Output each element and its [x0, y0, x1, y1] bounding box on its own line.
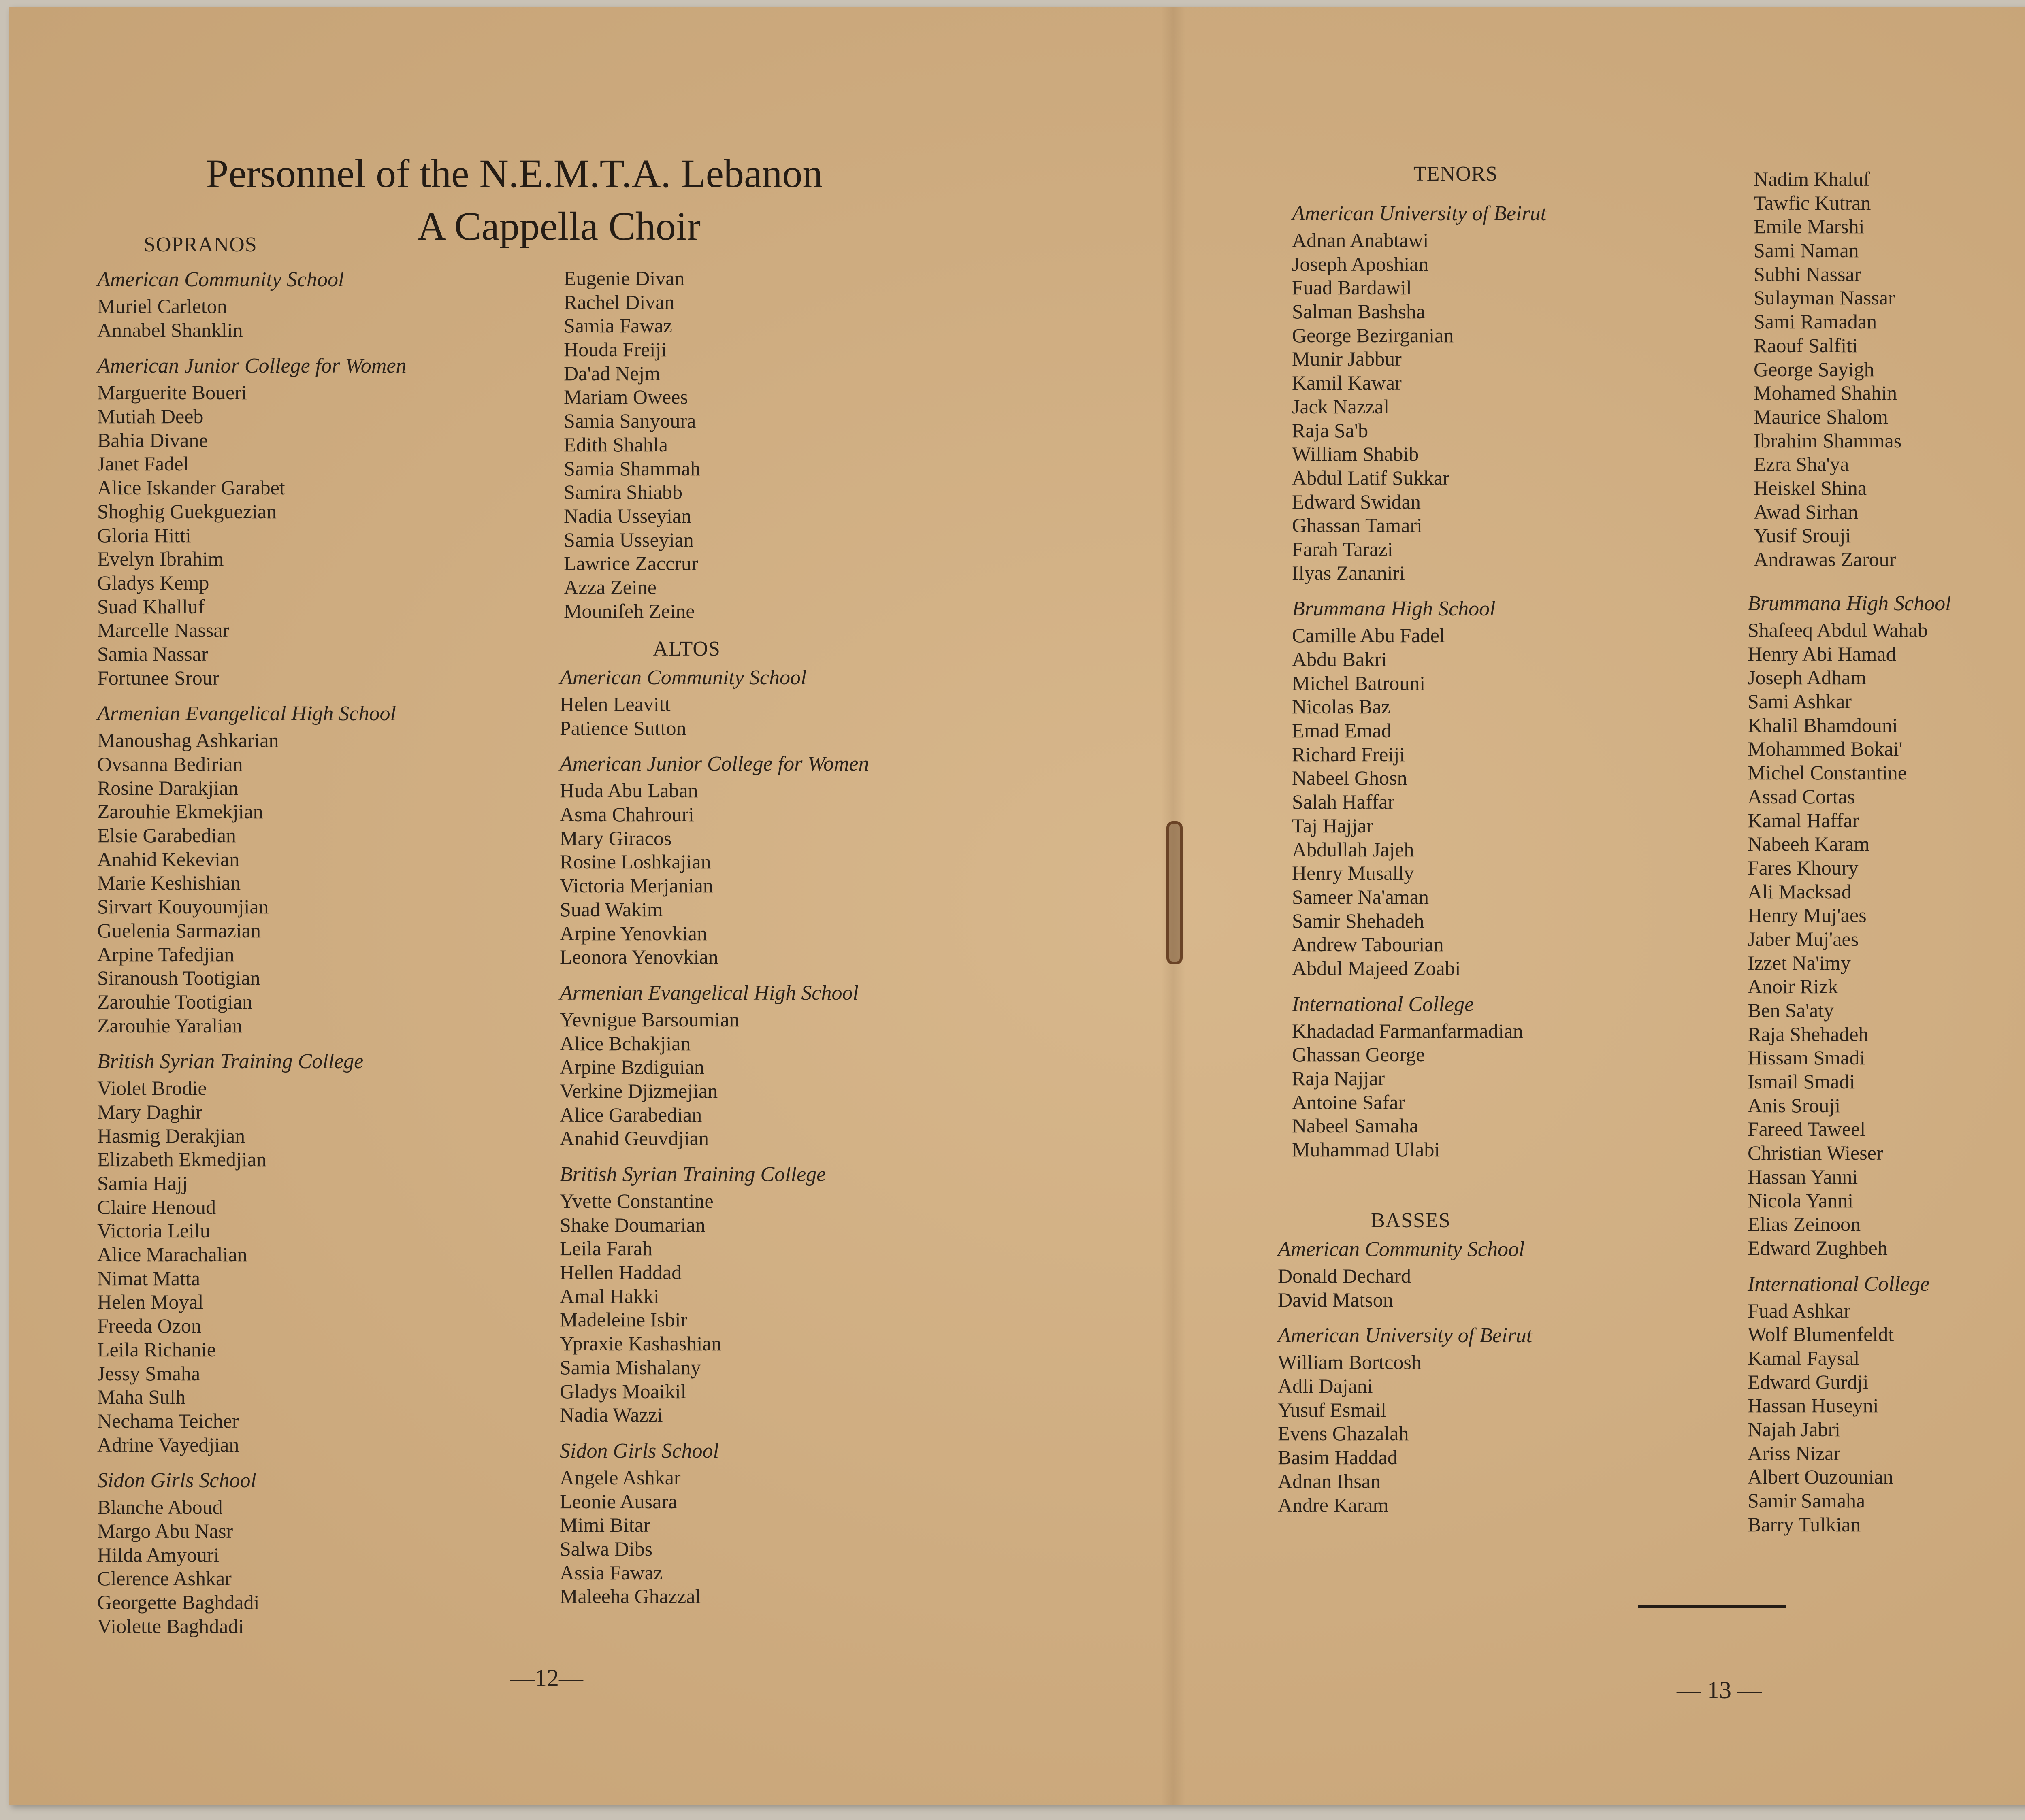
member-name: Anis Srouji [1748, 1094, 1841, 1117]
member-name: Arpine Bzdiguian [560, 1056, 704, 1079]
member-name: Yusuf Esmail [1278, 1398, 1387, 1421]
school-heading: American Community School [1278, 1238, 1525, 1261]
school-heading: International College [1292, 992, 1474, 1016]
member-name: Manoushag Ashkarian [97, 729, 279, 752]
member-name: Margo Abu Nasr [97, 1519, 233, 1542]
section-gap [1748, 1260, 1951, 1270]
member-name: Hassan Huseyni [1748, 1394, 1879, 1417]
member-name: Muriel Carleton [97, 295, 227, 317]
member-name: Leila Farah [560, 1237, 653, 1260]
tenors-heading: TENORS [1413, 162, 1498, 185]
member-name: Abdul Latif Sukkar [1292, 466, 1449, 489]
member-name: Maha Sulh [97, 1386, 186, 1409]
member-name: Evens Ghazalah [1278, 1422, 1409, 1445]
member-name: Edward Gurdji [1748, 1370, 1869, 1393]
school-heading: British Syrian Training College [560, 1163, 826, 1186]
member-name: Edward Zughbeh [1748, 1236, 1888, 1259]
member-name: Muhammad Ulabi [1292, 1138, 1440, 1161]
school-heading: American Community School [560, 666, 807, 689]
member-name: Munir Jabbur [1292, 347, 1402, 370]
member-name: Mimi Bitar [560, 1513, 650, 1537]
member-name: Jack Nazzal [1292, 395, 1390, 418]
altos-heading: ALTOS [653, 637, 720, 660]
member-name: Mounifeh Zeine [564, 599, 695, 622]
member-name: Sirvart Kouyoumjian [97, 895, 269, 918]
member-name: Hilda Amyouri [97, 1543, 220, 1566]
member-name: Lawrice Zaccrur [564, 552, 698, 575]
member-name: Ghassan Tamari [1292, 514, 1422, 537]
sopranos-column-1 [97, 265, 407, 1638]
member-name: Kamal Faysal [1748, 1346, 1860, 1369]
end-rule [1638, 1605, 1786, 1608]
page-subtitle: A Cappella Choir [417, 204, 701, 249]
member-name: Sami Naman [1754, 239, 1859, 262]
member-name: Abdul Majeed Zoabi [1292, 956, 1461, 979]
member-name: Barry Tulkian [1748, 1513, 1861, 1536]
school-heading: American Junior College for Women [97, 354, 407, 378]
member-name: Samia Fawaz [564, 314, 672, 337]
member-name: George Bezirganian [1292, 324, 1454, 347]
page-number-left: —12— [510, 1665, 583, 1691]
member-name: Suad Khalluf [97, 595, 205, 618]
member-name: William Shabib [1292, 443, 1419, 466]
school-heading: Sidon Girls School [560, 1439, 719, 1462]
member-name: Ghassan George [1292, 1043, 1425, 1066]
member-name: Ibrahim Shammas [1754, 429, 1902, 452]
member-name: Eugenie Divan [564, 267, 685, 289]
member-name: Jessy Smaha [97, 1362, 200, 1385]
member-name: William Bortcosh [1278, 1351, 1422, 1374]
member-name: Samia Mishalany [560, 1356, 701, 1379]
member-name: Verkine Djizmejian [560, 1079, 718, 1102]
member-name: Huda Abu Laban [560, 779, 698, 802]
member-name: Marie Keshishian [97, 871, 241, 894]
member-name: Nicolas Baz [1292, 695, 1390, 718]
member-name: Shoghig Guekguezian [97, 500, 277, 523]
member-name: Alice Iskander Garabet [97, 476, 285, 499]
member-name: Joseph Aposhian [1292, 252, 1429, 275]
member-name: Tawfic Kutran [1754, 191, 1871, 214]
member-name: Georgette Baghdadi [97, 1591, 260, 1614]
member-name: Samia Nassar [97, 642, 208, 665]
member-name: Freeda Ozon [97, 1314, 201, 1337]
member-name: Rosine Darakjian [97, 776, 239, 799]
member-name: Ariss Nizar [1748, 1441, 1841, 1465]
section-gap [560, 1150, 869, 1160]
member-name: Basim Haddad [1278, 1446, 1398, 1469]
member-name: Bahia Divane [97, 428, 208, 451]
member-name: Mohamed Shahin [1754, 381, 1897, 404]
member-name: Michel Constantine [1748, 761, 1907, 784]
member-name: Elias Zeinoon [1748, 1213, 1861, 1236]
school-heading: American University of Beirut [1292, 202, 1547, 225]
section-gap [97, 1456, 407, 1466]
member-name: Ypraxie Kashashian [560, 1332, 722, 1355]
member-name: Abdullah Jajeh [1292, 838, 1414, 861]
member-name: Heiskel Shina [1754, 476, 1867, 499]
member-name: Nicola Yanni [1748, 1189, 1854, 1212]
member-name: Khalil Bhamdouni [1748, 713, 1898, 737]
member-name: Hasmig Derakjian [97, 1124, 245, 1147]
member-name: Patience Sutton [560, 716, 686, 739]
school-heading: British Syrian Training College [97, 1050, 364, 1073]
member-name: Elsie Garabedian [97, 824, 236, 847]
section-gap [560, 969, 869, 979]
member-name: Nechama Teicher [97, 1409, 239, 1432]
member-name: Antoine Safar [1292, 1090, 1405, 1113]
member-name: Kamil Kawar [1292, 371, 1402, 394]
member-name: Samir Samaha [1748, 1489, 1865, 1512]
member-name: Fuad Bardawil [1292, 276, 1412, 299]
member-name: Samia Sanyoura [564, 409, 696, 432]
member-name: Abdu Bakri [1292, 648, 1387, 671]
member-name: Zarouhie Yaralian [97, 1014, 243, 1037]
member-name: Subhi Nassar [1754, 262, 1861, 285]
member-name: Ali Macksad [1748, 880, 1852, 903]
member-name: Christian Wieser [1748, 1141, 1883, 1164]
member-name: Nadia Wazzi [560, 1403, 663, 1426]
member-name: Alice Marachalian [97, 1243, 247, 1266]
member-name: Arpine Tafedjian [97, 943, 234, 966]
member-name: Annabel Shanklin [97, 318, 243, 341]
member-name: Fares Khoury [1748, 856, 1859, 879]
member-name: Henry Abi Hamad [1748, 642, 1896, 665]
member-name: Salah Haffar [1292, 790, 1395, 813]
member-name: Izzet Na'imy [1748, 951, 1851, 974]
member-name: Helen Leavitt [560, 693, 671, 715]
member-name: Clerence Ashkar [97, 1567, 232, 1590]
member-name: Rosine Loshkajian [560, 850, 711, 873]
member-name: Nadia Usseyian [564, 504, 692, 527]
basses-column-2 [1748, 589, 1951, 1536]
member-name: Marguerite Boueri [97, 381, 247, 404]
member-name: Nabeeh Karam [1748, 832, 1870, 856]
member-name: Victoria Leilu [97, 1219, 210, 1242]
member-name: Hellen Haddad [560, 1261, 682, 1284]
member-name: Nabeel Ghosn [1292, 766, 1407, 790]
member-name: Blanche Aboud [97, 1496, 223, 1519]
school-heading: Sidon Girls School [97, 1469, 256, 1492]
member-name: Adnan Ihsan [1278, 1469, 1381, 1492]
member-name: Fortunee Srour [97, 666, 220, 689]
school-heading: International College [1748, 1272, 1930, 1296]
member-name: Azza Zeine [564, 575, 657, 598]
sopranos-heading: SOPRANOS [144, 233, 257, 256]
member-name: Elizabeth Ekmedjian [97, 1148, 266, 1171]
member-name: Yevnigue Barsoumian [560, 1008, 740, 1031]
member-name: David Matson [1278, 1288, 1393, 1311]
school-heading: Armenian Evangelical High School [97, 702, 396, 726]
member-name: Ezra Sha'ya [1754, 453, 1849, 476]
member-name: Anahid Kekevian [97, 847, 240, 871]
member-name: Albert Ouzounian [1748, 1465, 1893, 1488]
member-name: Yvette Constantine [560, 1190, 714, 1212]
member-name: Marcelle Nassar [97, 619, 230, 642]
member-name: Mary Daghir [97, 1100, 202, 1123]
member-name: Raja Najjar [1292, 1067, 1385, 1090]
member-name: Zarouhie Tootigian [97, 990, 252, 1013]
school-heading: American University of Beirut [1278, 1324, 1533, 1347]
member-name: Sami Ashkar [1748, 690, 1852, 713]
section-gap [97, 1037, 407, 1047]
member-name: Najah Jabri [1748, 1418, 1841, 1441]
member-name: Edward Swidan [1292, 490, 1421, 513]
member-name: Andre Karam [1278, 1493, 1389, 1516]
member-name: Assad Cortas [1748, 785, 1855, 808]
member-name: Sami Ramadan [1754, 310, 1877, 333]
member-name: Jaber Muj'aes [1748, 927, 1859, 950]
member-name: Angele Ashkar [560, 1466, 681, 1489]
basses-heading: BASSES [1371, 1209, 1451, 1232]
member-name: Adnan Anabtawi [1292, 229, 1429, 251]
staple-icon [1166, 821, 1183, 964]
member-name: Edith Shahla [564, 433, 668, 456]
member-name: George Sayigh [1754, 358, 1874, 381]
school-heading: American Junior College for Women [560, 752, 869, 776]
sopranos-column-2 [564, 266, 700, 623]
member-name: Suad Wakim [560, 898, 663, 921]
member-name: Shake Doumarian [560, 1213, 706, 1236]
member-name: Kamal Haffar [1748, 809, 1859, 832]
member-name: Janet Fadel [97, 452, 189, 475]
member-name: Andrew Tabourian [1292, 933, 1444, 956]
member-name: Zarouhie Ekmekjian [97, 800, 263, 823]
tenors-column-1 [1292, 199, 1546, 1162]
member-name: Adli Dajani [1278, 1375, 1373, 1398]
section-gap [97, 342, 407, 351]
member-name: Nadim Khaluf [1754, 168, 1870, 190]
member-name: Anahid Geuvdjian [560, 1127, 709, 1150]
member-name: Maleeha Ghazzal [560, 1585, 701, 1608]
section-gap [1278, 1311, 1532, 1321]
member-name: Andrawas Zarour [1754, 548, 1896, 570]
member-name: Hassan Yanni [1748, 1165, 1858, 1188]
section-gap [1292, 980, 1546, 990]
member-name: Farah Tarazi [1292, 537, 1393, 560]
member-name: Amal Hakki [560, 1284, 659, 1307]
member-name: Siranoush Tootigian [97, 966, 260, 990]
member-name: Gloria Hitti [97, 524, 191, 547]
member-name: Samia Usseyian [564, 528, 694, 551]
member-name: Awad Sirhan [1754, 500, 1858, 523]
member-name: Alice Garabedian [560, 1103, 702, 1126]
member-name: Evelyn Ibrahim [97, 547, 224, 570]
member-name: Michel Batrouni [1292, 671, 1426, 694]
member-name: Maurice Shalom [1754, 405, 1888, 428]
member-name: Camille Abu Fadel [1292, 624, 1445, 647]
member-name: Ismail Smadi [1748, 1070, 1855, 1093]
page-number-right: — 13 — [1677, 1677, 1762, 1703]
member-name: Nimat Matta [97, 1267, 200, 1290]
school-heading: Brummana High School [1292, 597, 1496, 621]
member-name: Mary Giracos [560, 826, 672, 849]
member-name: Emile Marshi [1754, 215, 1865, 238]
member-name: Helen Moyal [97, 1290, 204, 1313]
member-name: Donald Dechard [1278, 1264, 1411, 1287]
member-name: Richard Freiji [1292, 743, 1405, 766]
member-name: Khadadad Farmanfarmadian [1292, 1019, 1523, 1042]
member-name: Salman Bashsha [1292, 300, 1426, 323]
member-name: Salwa Dibs [560, 1537, 653, 1560]
member-name: Da'ad Nejm [564, 362, 661, 385]
member-name: Shafeeq Abdul Wahab [1748, 619, 1928, 641]
member-name: Emad Emad [1292, 719, 1392, 742]
member-name: Henry Muj'aes [1748, 904, 1867, 927]
member-name: Ilyas Zananiri [1292, 561, 1405, 584]
tenors-column-2 [1754, 167, 1901, 571]
member-name: Rachel Divan [564, 290, 675, 313]
member-name: Joseph Adham [1748, 666, 1867, 689]
section-gap [560, 1427, 869, 1437]
member-name: Nabeel Samaha [1292, 1114, 1419, 1137]
member-name: Houda Freiji [564, 338, 667, 361]
member-name: Hissam Smadi [1748, 1046, 1865, 1069]
member-name: Yusif Srouji [1754, 524, 1851, 547]
member-name: Raja Sa'b [1292, 419, 1368, 442]
section-gap [97, 690, 407, 699]
member-name: Violette Baghdadi [97, 1614, 244, 1637]
section-gap [1292, 585, 1546, 594]
member-name: Madeleine Isbir [560, 1308, 688, 1331]
member-name: Ovsanna Bedirian [97, 753, 243, 775]
member-name: Ben Sa'aty [1748, 999, 1834, 1022]
member-name: Claire Henoud [97, 1195, 216, 1218]
member-name: Samira Shiabb [564, 481, 683, 504]
school-heading: Armenian Evangelical High School [560, 981, 859, 1005]
member-name: Leila Richanie [97, 1338, 216, 1361]
member-name: Samia Hajj [97, 1172, 188, 1194]
school-heading: Brummana High School [1748, 592, 1951, 615]
member-name: Sulayman Nassar [1754, 286, 1895, 309]
member-name: Violet Brodie [97, 1077, 207, 1100]
member-name: Taj Hajjar [1292, 814, 1373, 837]
basses-column-1 [1278, 1207, 1532, 1517]
altos-column [560, 635, 869, 1608]
page-title: Personnel of the N.E.M.T.A. Lebanon [206, 151, 823, 196]
member-name: Gladys Moaikil [560, 1379, 686, 1403]
member-name: Gladys Kemp [97, 571, 209, 594]
member-name: Raja Shehadeh [1748, 1022, 1869, 1045]
member-name: Fareed Taweel [1748, 1118, 1866, 1141]
member-name: Asma Chahrouri [560, 803, 694, 826]
member-name: Arpine Yenovkian [560, 922, 707, 945]
member-name: Fuad Ashkar [1748, 1299, 1851, 1322]
member-name: Leonie Ausara [560, 1490, 678, 1513]
section-gap [560, 740, 869, 749]
school-heading: American Community School [97, 268, 344, 291]
member-name: Leonora Yenovkian [560, 945, 718, 969]
member-name: Mohammed Bokai' [1748, 737, 1903, 760]
member-name: Raouf Salfiti [1754, 334, 1858, 357]
member-name: Mutiah Deeb [97, 405, 204, 428]
member-name: Assia Fawaz [560, 1561, 663, 1584]
member-name: Alice Bchakjian [560, 1032, 691, 1055]
member-name: Samir Shehadeh [1292, 909, 1424, 932]
member-name: Mariam Owees [564, 385, 688, 409]
member-name: Sameer Na'aman [1292, 885, 1429, 908]
member-name: Guelenia Sarmazian [97, 919, 261, 942]
member-name: Anoir Rizk [1748, 975, 1838, 998]
member-name: Samia Shammah [564, 457, 701, 480]
member-name: Adrine Vayedjian [97, 1433, 239, 1456]
member-name: Wolf Blumenfeldt [1748, 1323, 1894, 1346]
member-name: Henry Musally [1292, 862, 1414, 885]
member-name: Victoria Merjanian [560, 874, 713, 897]
